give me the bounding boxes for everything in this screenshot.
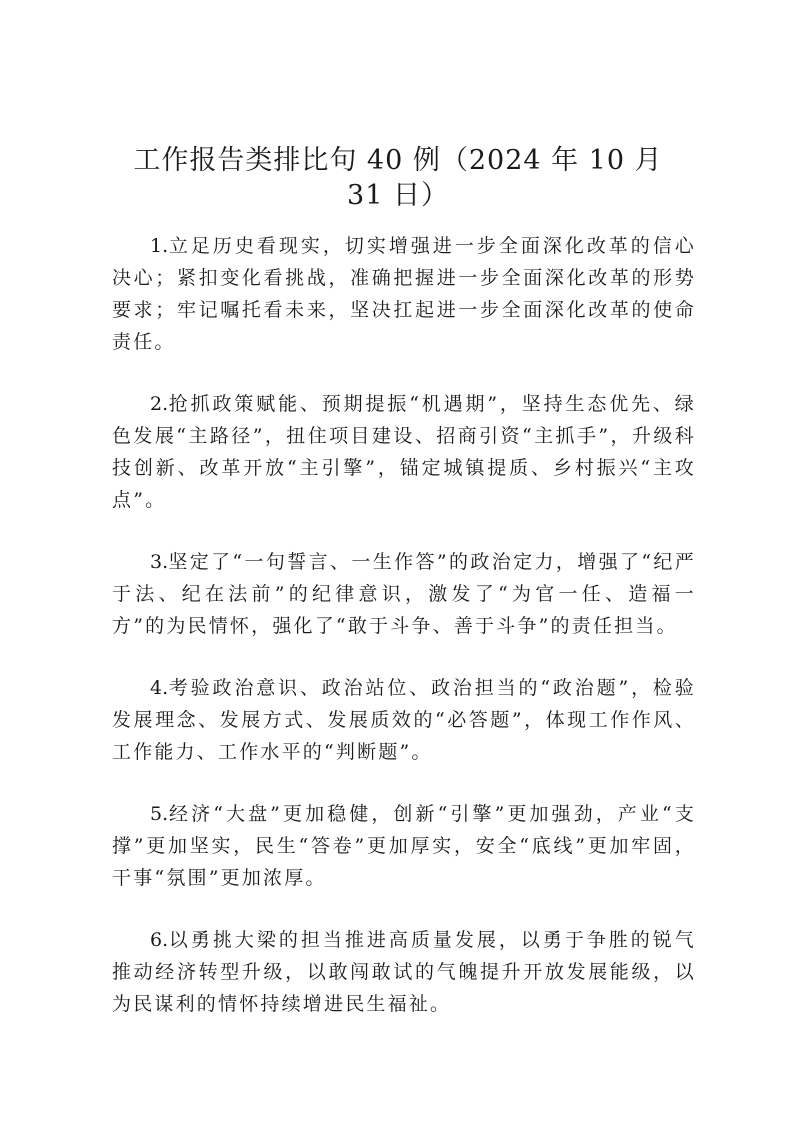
- paragraph-text: 坚定了“一句誓言、一生作答”的政治定力，增强了“纪严于法、纪在法前”的纪律意识，激发了“为官一任、造福一方”的为民情怀，强化了“敢于斗争、善于斗争”的责任担当。: [112, 551, 696, 637]
- document-title: 工作报告类排比句 40 例（2024 年 10 月 31 日）: [133, 145, 663, 211]
- paragraph-text: 以勇挑大梁的担当推进高质量发展，以勇于争胜的锐气推动经济转型升级，以敢闯敢试的气魄提升开放发展能级，以为民谋利的情怀持续增进民生福祉。: [112, 929, 696, 1015]
- paragraph-text: 立足历史看现实，切实增强进一步全面深化改革的信心决心；紧扣变化看挑战，准确把握进一步全面深化改革的形势要求；牢记嘱托看未来，坚决扛起进一步全面深化改革的使命责任。: [112, 235, 696, 353]
- paragraph-4: [112, 672, 696, 768]
- paragraph-6: [112, 924, 696, 1020]
- paragraph-number: 6.: [150, 929, 169, 951]
- paragraph-number: 1.: [150, 235, 169, 257]
- paragraph-number: 3.: [150, 551, 169, 573]
- paragraph-3: [112, 546, 696, 642]
- document-body: [112, 230, 696, 1050]
- paragraph-text: 考验政治意识、政治站位、政治担当的“政治题”，检验发展理念、发展方式、发展质效的“必答题”，体现工作作风、工作能力、工作水平的“判断题”。: [112, 677, 696, 763]
- paragraph-5: [112, 798, 696, 894]
- paragraph-number: 5.: [150, 803, 169, 825]
- paragraph-number: 2.: [150, 393, 169, 415]
- paragraph-number: 4.: [150, 677, 169, 699]
- paragraph-text: 经济“大盘”更加稳健，创新“引擎”更加强劲，产业“支撑”更加坚实，民生“答卷”更加厚实，安全“底线”更加牢固，干事“氛围”更加浓厚。: [112, 803, 696, 889]
- paragraph-2: [112, 388, 696, 516]
- paragraph-text: 抢抓政策赋能、预期提振“机遇期”，坚持生态优先、绿色发展“主路径”，扭住项目建设、招商引资“主抓手”，升级科技创新、改革开放“主引擎”，锚定城镇提质、乡村振兴“主攻点”。: [112, 393, 696, 511]
- paragraph-1: [112, 230, 696, 358]
